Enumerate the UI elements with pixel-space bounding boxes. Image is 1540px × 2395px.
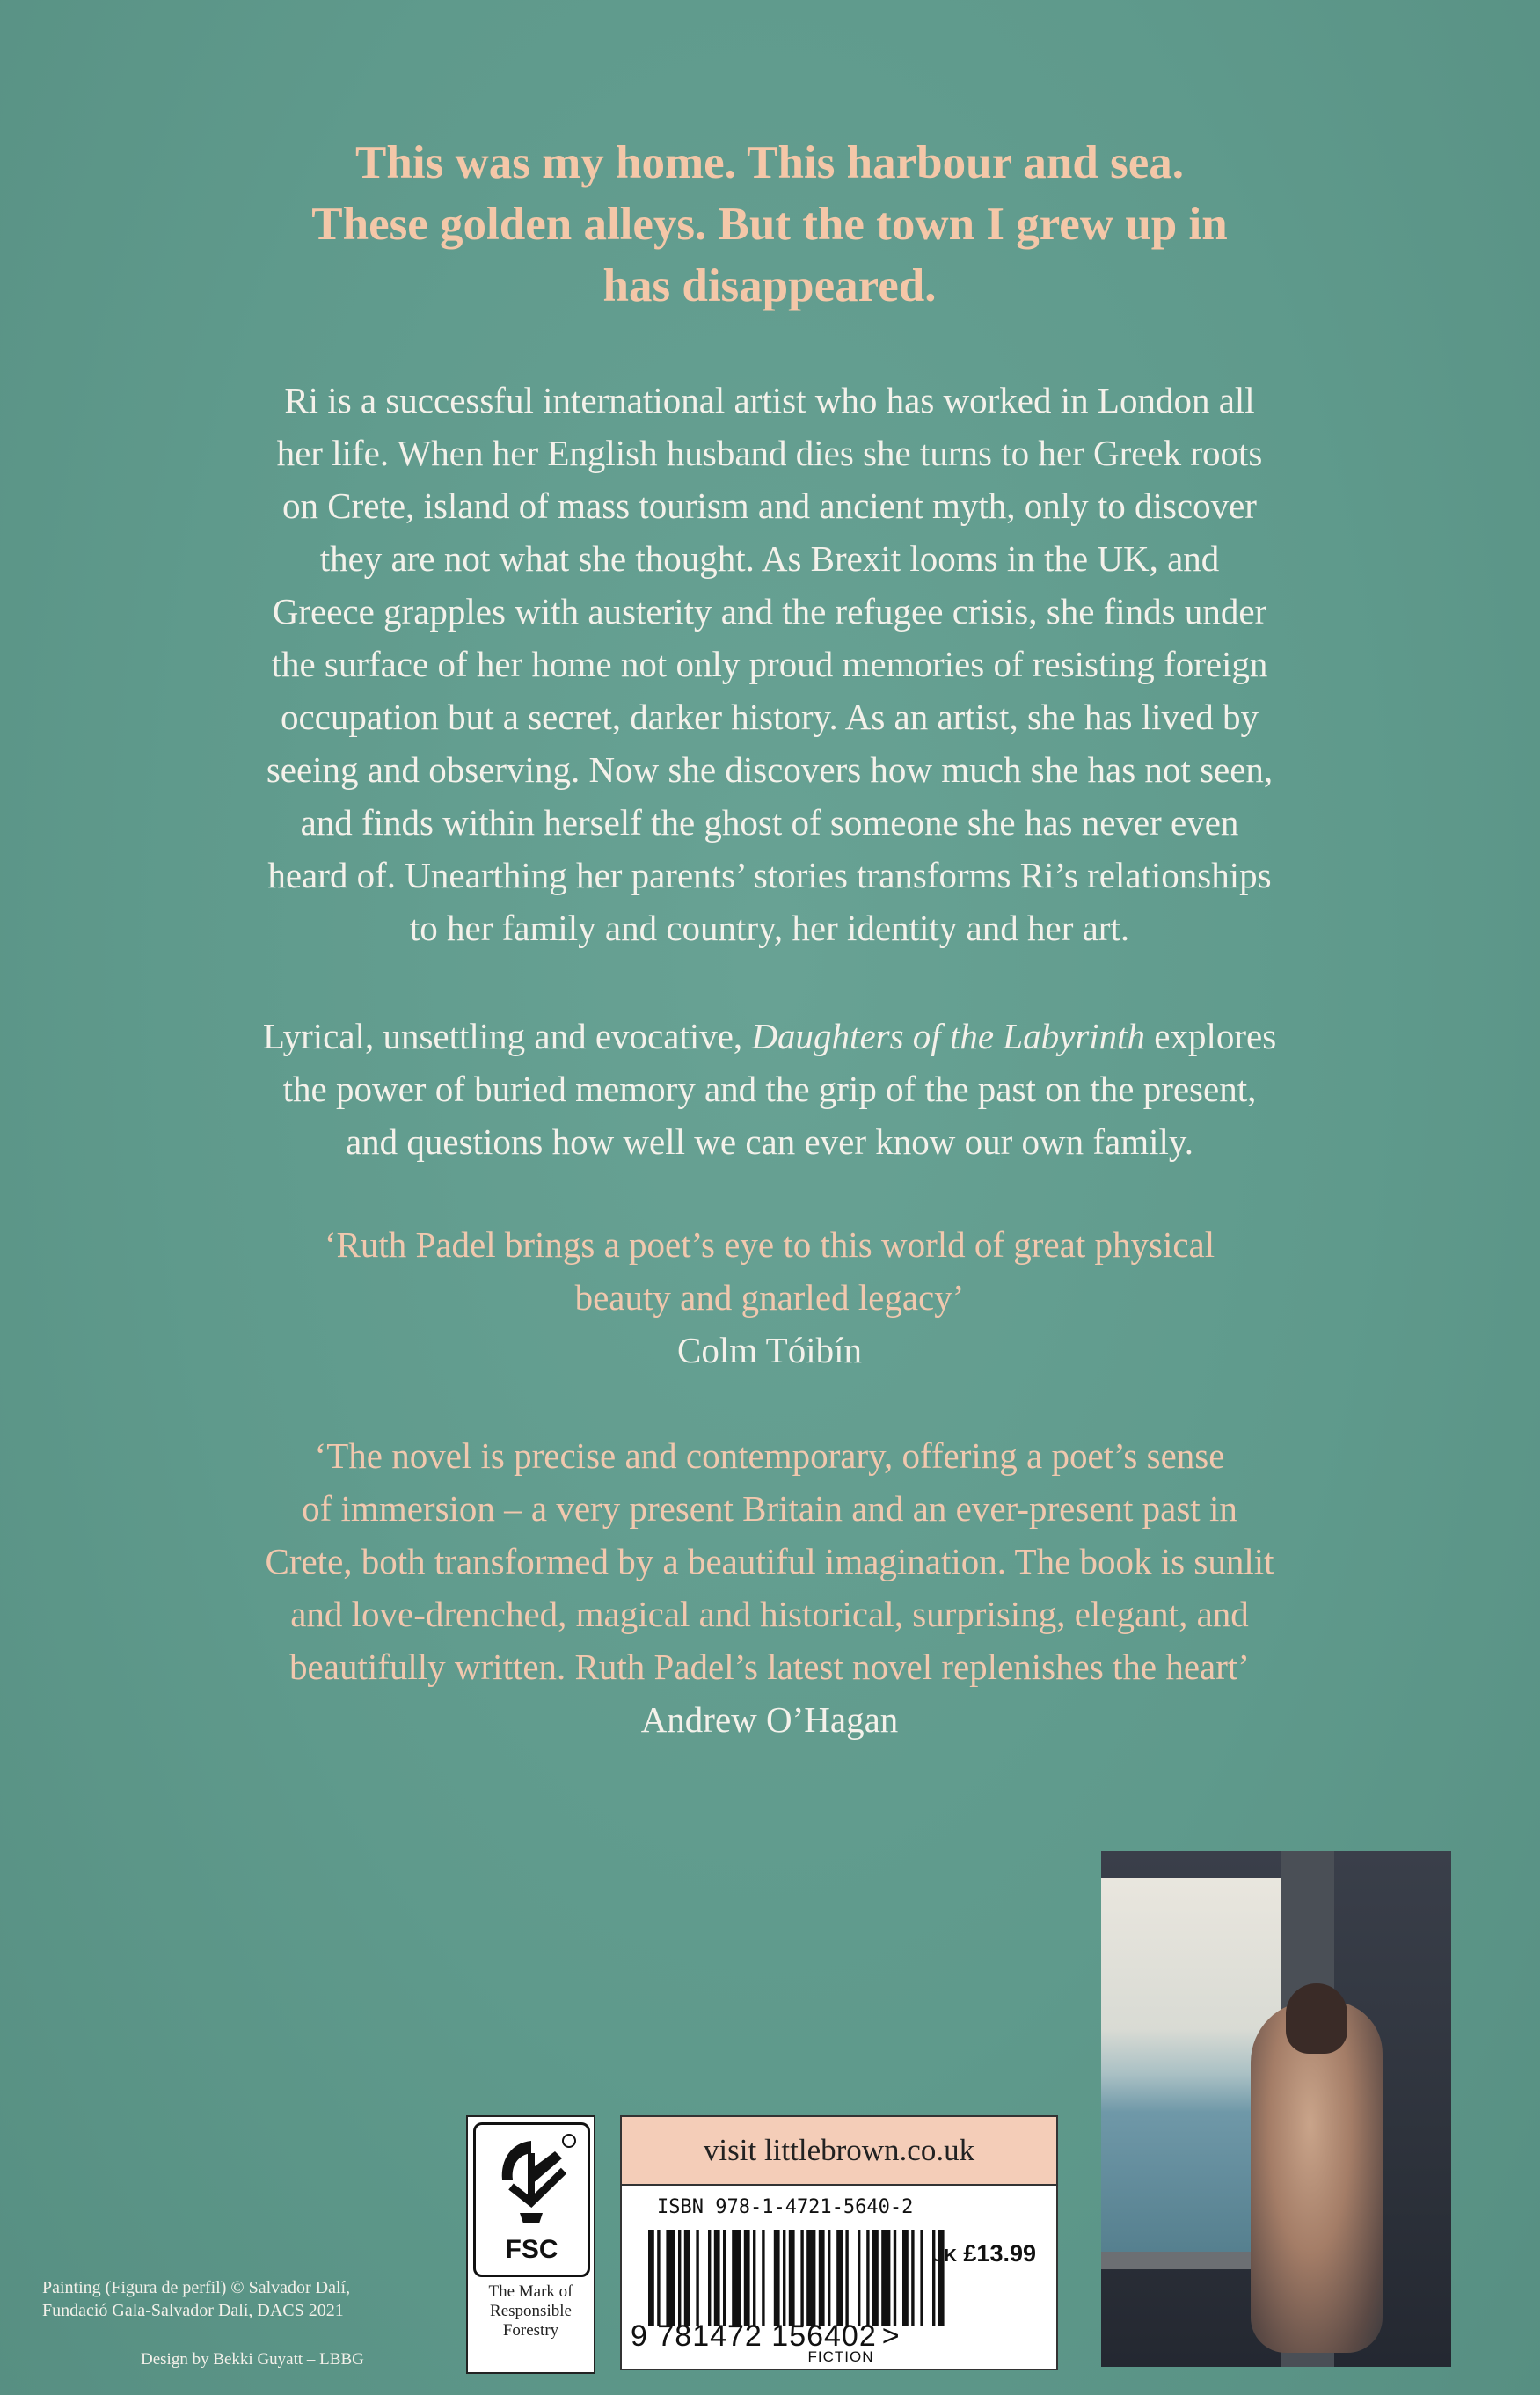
barcode-image [648,2230,947,2326]
summary-line: Lyrical, unsettling and evocative, Daughters of the Labyrinth explores [262,1016,1277,1056]
barcode-bar [714,2230,720,2326]
design-credit: Design by Bekki Guyatt – LBBG [141,2350,364,2369]
barcode-bar [866,2230,869,2326]
quote-line: Crete, both transformed by a beautiful imagination. The book is sunlit [265,1541,1274,1581]
barcode-bar [902,2230,909,2326]
fsc-logo [473,2122,590,2277]
barcode-bar [648,2230,654,2326]
synopsis [132,374,1407,954]
barcode-bar [732,2230,741,2326]
fsc-mark-text: The Mark of Responsible Forestry [488,2282,573,2340]
barcode-bar [858,2230,860,2326]
synopsis-line: to her family and country, her identity and her art. [409,908,1130,948]
barcode-bar [696,2230,698,2326]
barcode-bar [806,2230,815,2326]
tree-check-icon [476,2125,588,2235]
isbn-text: ISBN 978-1-4721-5640-2 [657,2196,914,2218]
barcode-bar [789,2230,795,2326]
barcode-bar [911,2230,914,2326]
barcode-bar [845,2230,848,2326]
synopsis-line: Greece grapples with austerity and the refugee crisis, she finds under [272,591,1267,632]
synopsis-line: the surface of her home not only proud memories of resisting foreign [271,644,1268,684]
summary-line: the power of buried memory and the grip of the past on the present, [282,1069,1257,1109]
dali-painting-image [1101,1851,1451,2367]
barcode-bar [828,2230,830,2326]
synopsis-line: Ri is a successful international artist who has worked in London all [284,380,1255,420]
tagline-line: These golden alleys. But the town I grew up in [311,199,1228,250]
barcode-bar [762,2230,764,2326]
barcode-bar [684,2230,690,2326]
barcode-digits: 9 781472 156402 > [631,2319,901,2353]
barcode-bar [774,2230,780,2326]
summary-line: and questions how well we can ever know our own family. [345,1121,1194,1162]
painting-figure [1251,2001,1383,2353]
barcode-bar [783,2230,785,2326]
barcode-bar [800,2230,803,2326]
painting-credit: Painting (Figura de perfil) © Salvador Dalí, Fundació Gala-Salvador Dalí, DACS 2021 [42,2278,351,2320]
synopsis-line: they are not what she thought. As Brexit looms in the UK, and [319,538,1220,579]
synopsis-line: heard of. Unearthing her parents’ stories transforms Ri’s relationships [267,855,1272,895]
barcode-bar [657,2230,660,2326]
synopsis-line: occupation but a secret, darker history. As an artist, she has lived by [280,697,1259,737]
tagline-line: This was my home. This harbour and sea. [355,137,1184,188]
publisher-url: visit littlebrown.co.uk [620,2115,1058,2186]
price: UK £13.99 [931,2240,1036,2267]
summary-paragraph [132,1010,1407,1168]
barcode-bar [920,2230,923,2326]
synopsis-line: her life. When her English husband dies she turns to her Greek roots [276,433,1263,473]
quote-author: Andrew O’Hagan [640,1699,899,1740]
painting-figure-hair [1286,1983,1347,2054]
quote-line: of immersion – a very present Britain and an ever-present past in [302,1488,1237,1529]
synopsis-line: seeing and observing. Now she discovers how much she has not seen, [266,749,1274,790]
quote-author: Colm Tóibín [677,1330,862,1370]
barcode-bar [894,2230,896,2326]
category-label: FICTION [807,2348,874,2365]
quote-line: and love-drenched, magical and historical, surprising, elegant, and [290,1594,1249,1634]
barcode-bar [678,2230,681,2326]
quote-line: beauty and gnarled legacy’ [574,1277,965,1318]
barcode-bar [872,2230,879,2326]
barcode-bar [881,2230,890,2326]
barcode-bar [708,2230,711,2326]
quote-line: ‘The novel is precise and contemporary, offering a poet’s sense [314,1435,1225,1476]
barcode-bar [666,2230,675,2326]
synopsis-line: on Crete, island of mass tourism and ancient myth, only to discover [282,486,1257,526]
tagline-line: has disappeared. [602,260,937,311]
review-quote-1 [132,1218,1407,1376]
review-quote-2 [132,1429,1407,1746]
quote-line: beautifully written. Ruth Padel’s latest novel replenishes the heart’ [289,1647,1250,1687]
synopsis-line: and finds within herself the ghost of someone she has never even [300,802,1239,843]
barcode-bar [819,2230,825,2326]
barcode-bar [723,2230,726,2326]
fsc-logo-text: FSC [505,2235,558,2264]
book-title: Daughters of the Labyrinth [751,1016,1146,1056]
barcode-bar [753,2230,755,2326]
barcode-bar [836,2230,843,2326]
fsc-label [466,2115,595,2374]
barcode-panel [620,2186,1058,2370]
tagline [132,132,1407,317]
barcode-bar [744,2230,750,2326]
quote-line: ‘Ruth Padel brings a poet’s eye to this world of great physical [324,1224,1215,1265]
